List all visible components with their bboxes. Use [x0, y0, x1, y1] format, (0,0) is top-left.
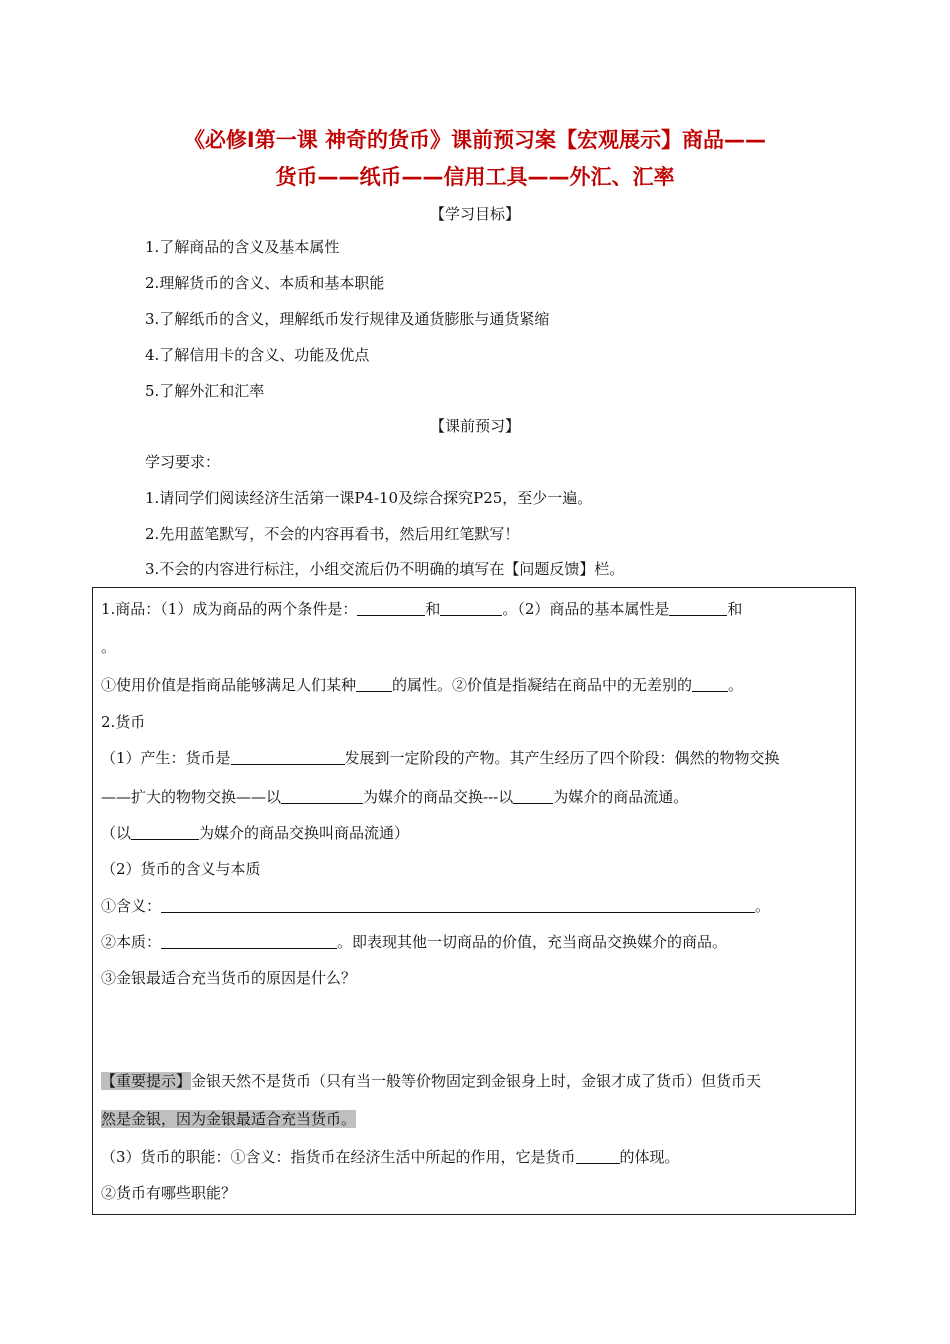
fill-blank[interactable]	[669, 601, 727, 616]
q1b-line: ①使用价值是指商品能够满足人们某种 的属性。②价值是指凝结在商品中的无差别的 。	[101, 676, 744, 694]
worksheet-box	[92, 587, 856, 1215]
requirement-item: 2.先用蓝笔默写，不会的内容再看书，然后用红笔默写！	[145, 525, 520, 543]
fill-blank[interactable]	[281, 789, 363, 804]
requirement-item: 1.请同学们阅读经济生活第一课P4-10及综合探究P25，至少一遍。	[145, 489, 593, 507]
objectives-heading: 【学习目标】	[429, 205, 520, 223]
q1-continuation: 。	[101, 638, 117, 656]
q2-1-line-a: （1）产生：货币是 发展到一定阶段的产物。其产生经历了四个阶段：偶然的物物交换	[101, 749, 780, 767]
objective-item: 2.理解货币的含义、本质和基本职能	[145, 274, 385, 292]
objective-item: 4.了解信用卡的含义、功能及优点	[145, 346, 370, 364]
fill-blank[interactable]	[440, 601, 502, 616]
q1-line: 1.商品：（1）成为商品的两个条件是： 和 。（2）商品的基本属性是 和	[101, 600, 743, 618]
q2-1-line-b: ——扩大的物物交换——以 为媒介的商品交换---以 为媒介的商品流通。	[101, 788, 689, 806]
fill-blank[interactable]	[161, 934, 337, 949]
tip-label: 【重要提示】	[101, 1072, 192, 1090]
requirements-label: 学习要求：	[145, 453, 221, 471]
fill-blank[interactable]	[692, 677, 728, 692]
objective-item: 5.了解外汇和汇率	[145, 382, 265, 400]
q2-3-line: （3）货币的职能：①含义：指货币在经济生活中所起的作用，它是货币 的体现。	[101, 1148, 680, 1166]
fill-blank[interactable]	[576, 1149, 620, 1164]
q2-2-heading: （2）货币的含义与本质	[101, 860, 261, 878]
q2-3-functions-question: ②货币有哪些职能？	[101, 1184, 237, 1202]
fill-blank[interactable]	[513, 789, 553, 804]
essence-line: ②本质： 。即表现其他一切商品的价值，充当商品交换媒介的商品。	[101, 933, 728, 951]
doc-title-line-1: 《必修Ⅰ第一课 神奇的货币》课前预习案【宏观展示】商品——	[183, 128, 767, 152]
fill-blank[interactable]	[356, 677, 392, 692]
important-tip	[101, 1070, 761, 1091]
fill-blank[interactable]	[231, 750, 345, 765]
important-tip-cont	[101, 1108, 356, 1129]
objective-item: 3.了解纸币的含义，理解纸币发行规律及通货膨胀与通货紧缩	[145, 310, 550, 328]
gold-question: ③金银最适合充当货币的原因是什么？	[101, 969, 357, 987]
fill-blank[interactable]	[131, 825, 199, 840]
fill-blank[interactable]	[357, 601, 425, 616]
objective-item: 1.了解商品的含义及基本属性	[145, 238, 340, 256]
fill-blank[interactable]	[161, 898, 755, 913]
preview-heading: 【课前预习】	[429, 417, 520, 435]
requirement-item: 3.不会的内容进行标注，小组交流后仍不明确的填写在【问题反馈】栏。	[145, 560, 625, 578]
tip-text-highlight: 然是金银，因为金银最适合充当货币。	[101, 1110, 357, 1128]
meaning-line: ①含义： 。	[101, 897, 771, 915]
q2-1-line-c: （以 为媒介的商品交换叫商品流通）	[101, 824, 410, 842]
tip-text: 金银天然不是货币（只有当一般等价物固定到金银身上时，金银才成了货币）但货币天	[191, 1072, 762, 1090]
q2-title: 2.货币	[101, 713, 146, 731]
doc-title-line-2: 货币——纸币——信用工具——外汇、汇率	[275, 165, 675, 189]
